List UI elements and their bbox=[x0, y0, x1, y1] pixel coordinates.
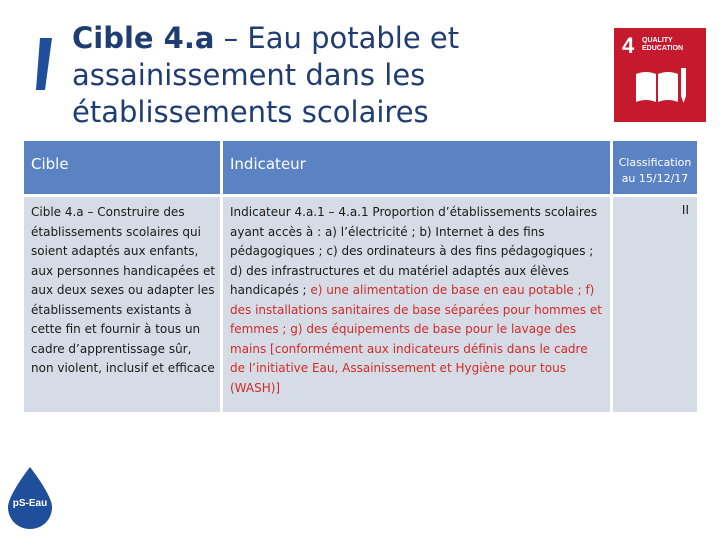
cell-classification: II bbox=[613, 197, 697, 412]
header-classification: Classification au 15/12/17 bbox=[613, 141, 697, 194]
sdg-label-line2: EDUCATION bbox=[642, 45, 684, 52]
title-rest: – Eau potable et assainissement dans les établissements scolaires bbox=[72, 21, 460, 129]
title-bold: Cible 4.a bbox=[72, 21, 215, 55]
sdg-4-badge bbox=[614, 28, 706, 122]
indicateur-text: Indicateur 4.a.1 – 4.a.1 Proportion d’établissements scolaires ayant accès à : a) l’électricité ; b) Internet à des fins pédagogiques ; c) des ordinateurs à des fins pédagogiques ; d) des infrastructures et du matériel adaptés aux élèves handicapés ; bbox=[230, 205, 598, 297]
ps-eau-logo bbox=[2, 465, 58, 531]
header-cible: Cible bbox=[24, 141, 220, 194]
indicateur-highlight: e) une alimentation de base en eau potable ; f) des installations sanitaires de base séparées pour hommes et femmes ; g) des équipements de base pour le lavage des mains [conformément aux indicateurs définis dans le cadre de l’initiative Eau, Assainissement et Hygiène pour tous (WASH)] bbox=[230, 283, 602, 395]
book-pencil-icon bbox=[634, 68, 688, 108]
cell-cible: Cible 4.a – Construire des établissements scolaires qui soient adaptés aux enfants, aux personnes handicapées et aux deux sexes ou adapter les établissements existants à cette fin et fournir à tous un cadre d’apprentissage sûr, non violent, inclusif et efficace bbox=[24, 197, 220, 412]
logo-text: pS-Eau bbox=[12, 498, 48, 509]
sdg-number: 4 bbox=[622, 33, 635, 58]
page-title bbox=[72, 20, 492, 131]
header-indicateur: Indicateur bbox=[223, 141, 610, 194]
cell-indicateur bbox=[223, 197, 610, 412]
sdg-label-line1: QUALITY bbox=[642, 37, 673, 44]
accent-bar bbox=[36, 38, 52, 90]
sdg-label bbox=[642, 37, 683, 53]
